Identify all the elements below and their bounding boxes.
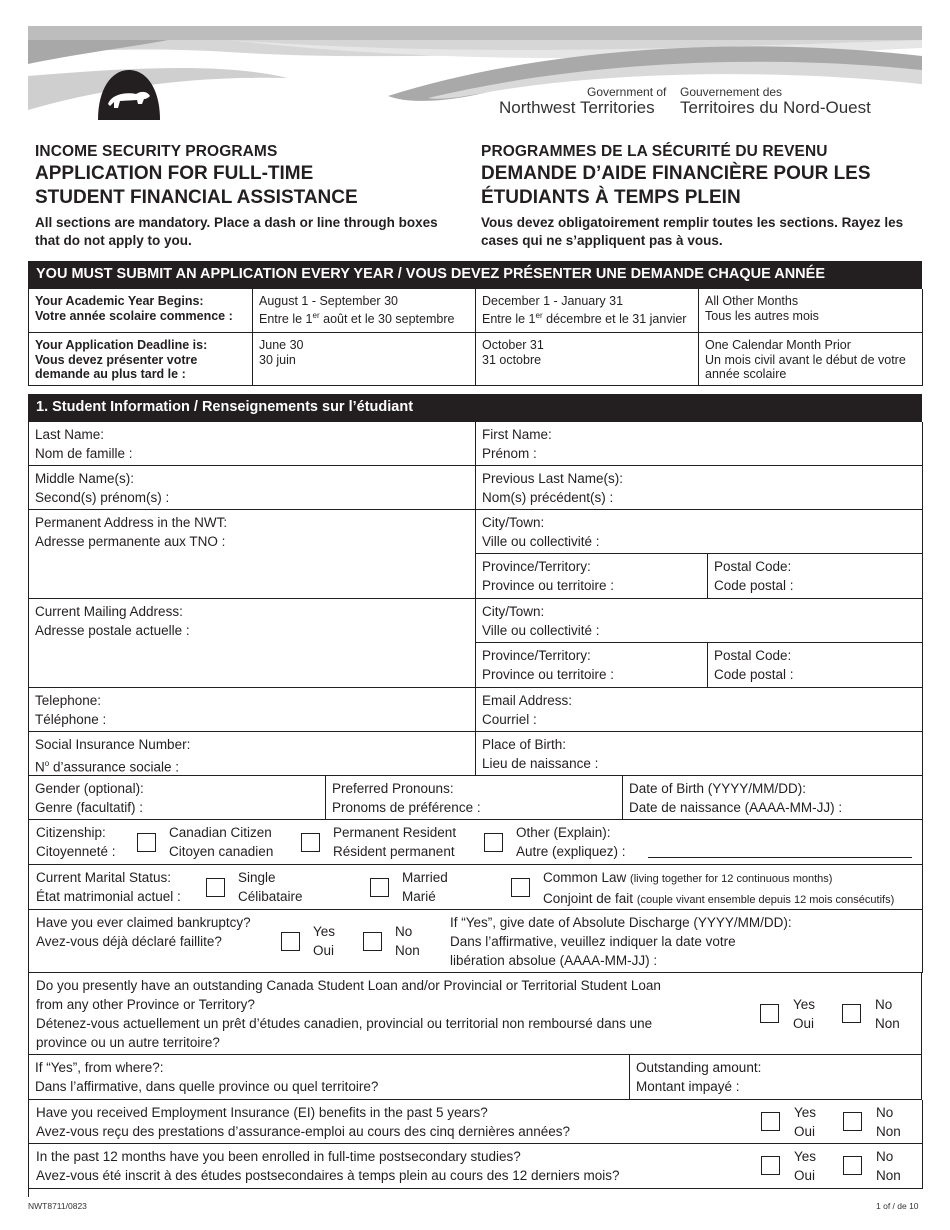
ps-yes-fr: Oui [794, 1168, 816, 1183]
mar-opt3-en-line [543, 868, 894, 889]
mar-opt1-fr: Célibataire [238, 889, 303, 904]
deadline-1-en: June 30 [259, 338, 304, 352]
loan-no-label [875, 995, 900, 1033]
perm-addr-label-fr: Adresse permanente aux TNO : [35, 534, 226, 549]
other-citizenship-explain-line[interactable] [648, 857, 912, 858]
period-3-fr: Tous les autres mois [705, 308, 819, 323]
dob-field[interactable] [623, 776, 923, 820]
mail-prov-label-fr: Province ou territoire : [482, 667, 615, 682]
gov-en-line1: Government of [587, 85, 667, 99]
ei-en: Have you received Employment Insurance (EI) benefits in the past 5 years? [36, 1105, 488, 1120]
period-1-fr-sup: er [312, 310, 320, 320]
bankruptcy-no-label [395, 922, 420, 960]
program-title-en: INCOME SECURITY PROGRAMS [35, 143, 278, 160]
mail-postal-label-en: Postal Code: [714, 648, 792, 663]
cit-opt1-fr: Citoyen canadien [169, 844, 274, 859]
email-label-en: Email Address: [482, 693, 573, 708]
ei-no-label [876, 1103, 901, 1141]
bk-no-en: No [395, 924, 413, 939]
citizenship-label-fr: Citoyenneté : [36, 844, 116, 859]
pronouns-label-fr: Pronoms de préférence : [332, 800, 481, 815]
loan-question [36, 976, 661, 1052]
period-2-fr-sup: er [535, 310, 543, 320]
bk-no-fr: Non [395, 943, 420, 958]
single-label [238, 868, 303, 906]
mar-opt3-fr-line [543, 889, 894, 910]
mail-postal-field[interactable] [708, 643, 923, 688]
perm-prov-label-fr: Province ou territoire : [482, 578, 615, 593]
discharge-date-field[interactable] [450, 913, 792, 970]
first-name-label-en: First Name: [482, 427, 552, 442]
loan-amount-field[interactable] [630, 1055, 922, 1100]
bankrupt-en: Have you ever claimed bankruptcy? [36, 915, 251, 930]
mar-opt3-en-note: (living together for 12 continuous months) [630, 873, 833, 885]
deadline-2-en: October 31 [482, 338, 544, 352]
mail-province-field[interactable] [476, 643, 708, 688]
pronouns-label-en: Preferred Pronouns: [332, 781, 454, 796]
cit-opt3-en: Other (Explain): [516, 825, 611, 840]
other-citizenship-checkbox[interactable] [484, 833, 503, 852]
citizenship-label [36, 823, 116, 861]
perm-postal-label-en: Postal Code: [714, 559, 792, 574]
form-title-fr-1: DEMANDE D’AIDE FINANCIÈRE POUR LES [481, 163, 871, 184]
mar-opt2-fr: Marié [402, 889, 436, 904]
birthplace-label-en: Place of Birth: [482, 737, 567, 752]
deadline-october [476, 333, 699, 386]
citizenship-label-en: Citizenship: [36, 825, 106, 840]
canadian-citizen-label [169, 823, 273, 861]
cit-opt2-fr: Résident permanent [333, 844, 455, 859]
previous-last-name-field[interactable] [476, 466, 923, 510]
period-2-fr-b: décembre et le 31 janvier [542, 311, 687, 326]
citizenship-row [29, 820, 923, 865]
deadline-3-en: One Calendar Month Prior [705, 338, 851, 352]
gov-fr-line1: Gouvernement des [680, 85, 783, 99]
form-title-fr-2: ÉTUDIANTS À TEMPS PLEIN [481, 187, 741, 208]
loan-yes-label [793, 995, 815, 1033]
perm-city-field[interactable] [476, 510, 923, 554]
instructions-fr: Vous devez obligatoirement remplir toutes les sections. Rayez les cases qui ne s’appliquent pas à vous. [481, 215, 904, 248]
bankrupt-fr: Avez-vous déjà déclaré faillite? [36, 934, 222, 949]
amount-fr: Montant impayé : [636, 1079, 740, 1094]
middle-name-field[interactable] [29, 466, 476, 510]
ei-yes-label [794, 1103, 816, 1141]
single-checkbox[interactable] [206, 878, 225, 897]
bk-yes-en: Yes [313, 924, 336, 939]
first-name-label-fr: Prénom : [482, 446, 537, 461]
academic-year-label-fr: Votre année scolaire commence : [35, 308, 233, 323]
loan-yes-fr: Oui [793, 1016, 815, 1031]
ei-yes-fr: Oui [794, 1124, 816, 1139]
mar-opt3-fr-note: (couple vivant ensemble depuis 12 mois consécutifs) [636, 894, 895, 906]
mail-addr-label-fr: Adresse postale actuelle : [35, 623, 190, 638]
bk-yes-fr: Oui [313, 943, 335, 958]
postsecondary-question [36, 1147, 620, 1185]
polar-bear-icon [96, 68, 162, 120]
mail-city-label-en: City/Town: [482, 604, 545, 619]
gov-en-line2: Northwest Territories [499, 98, 655, 117]
deadline-table [28, 261, 922, 386]
phone-label-en: Telephone: [35, 693, 102, 708]
permanent-address-field[interactable] [29, 510, 476, 599]
mar-opt2-en: Married [402, 870, 448, 885]
page-number: 1 of / de 10 [876, 1201, 919, 1211]
first-name-field[interactable] [476, 422, 923, 466]
perm-city-label-fr: Ville ou collectivité : [482, 534, 600, 549]
postsecondary-yes-label [794, 1147, 816, 1185]
postsecondary-no-label [876, 1147, 901, 1185]
period-1-fr [259, 309, 469, 327]
dob-label-fr: Date de naissance (AAAA-MM-JJ) : [629, 800, 843, 815]
mar-opt1-en: Single [238, 870, 276, 885]
deadline-label-en: Your Application Deadline is: [35, 338, 208, 352]
email-field[interactable] [476, 688, 923, 732]
form-title-en-1: APPLICATION FOR FULL-TIME [35, 163, 314, 184]
loan-no-checkbox[interactable] [842, 1004, 861, 1023]
bankruptcy-question [36, 913, 251, 951]
perm-city-label-en: City/Town: [482, 515, 545, 530]
deadline-june [253, 333, 476, 386]
ei-no-checkbox[interactable] [843, 1112, 862, 1131]
postsecondary-yes-checkbox[interactable] [761, 1156, 780, 1175]
loan-fr2: province ou un autre territoire? [36, 1035, 220, 1050]
phone-label-fr: Téléphone : [35, 712, 107, 727]
discharge-fr1: Dans l’affirmative, veuillez indiquer la date votre [450, 934, 736, 949]
birthplace-label-fr: Lieu de naissance : [482, 756, 599, 771]
year-begins-dec-jan [476, 289, 699, 333]
mail-postal-label-fr: Code postal : [714, 667, 794, 682]
section-student-info [28, 394, 922, 1197]
sin-fr-b: d’assurance sociale : [49, 759, 180, 775]
middle-name-label-fr: Second(s) prénom(s) : [35, 490, 170, 505]
ps-en: In the past 12 months have you been enrolled in full-time postsecondary studies? [36, 1149, 521, 1164]
email-label-fr: Courriel : [482, 712, 537, 727]
prev-last-label-fr: Nom(s) précédent(s) : [482, 490, 614, 505]
amount-en: Outstanding amount: [636, 1060, 762, 1075]
perm-province-field[interactable] [476, 554, 708, 599]
ei-no-fr: Non [876, 1124, 901, 1139]
bankruptcy-yes-checkbox[interactable] [281, 932, 300, 951]
deadline-label-fr2: demande au plus tard le : [35, 367, 186, 381]
permanent-resident-label [333, 823, 456, 861]
mar-opt3-en: Common Law [543, 870, 627, 885]
form-title-en-2: STUDENT FINANCIAL ASSISTANCE [35, 187, 358, 208]
gender-label-en: Gender (optional): [35, 781, 144, 796]
marital-label-en: Current Marital Status: [36, 870, 172, 885]
middle-name-label-en: Middle Name(s): [35, 471, 135, 486]
loan-yes-checkbox[interactable] [760, 1004, 779, 1023]
prev-last-label-en: Previous Last Name(s): [482, 471, 624, 486]
year-begins-other [699, 289, 923, 333]
bankruptcy-yes-label [313, 922, 335, 960]
instructions-en: All sections are mandatory. Place a dash or line through boxes that do not apply to you. [35, 215, 438, 248]
birthplace-field[interactable] [476, 732, 923, 776]
marital-label-fr: État matrimonial actuel : [36, 889, 181, 904]
loan-no-fr: Non [875, 1016, 900, 1031]
deadline-1-fr: 30 juin [259, 352, 296, 367]
year-begins-aug-sep [253, 289, 476, 333]
period-2-fr-a: Entre le 1 [482, 311, 536, 326]
ei-no-en: No [876, 1105, 894, 1120]
perm-prov-label-en: Province/Territory: [482, 559, 591, 574]
deadline-3-fr2: année scolaire [705, 367, 787, 381]
section-1-title: 1. Student Information / Renseignements sur l’étudiant [29, 394, 922, 422]
period-2-fr [482, 309, 692, 327]
mail-city-label-fr: Ville ou collectivité : [482, 623, 600, 638]
sin-label-fr [35, 754, 469, 777]
deadline-3-fr1: Un mois civil avant le début de votre [705, 352, 906, 367]
deadline-2-fr: 31 octobre [482, 352, 542, 367]
ps-fr: Avez-vous été inscrit à des études postsecondaires à temps plein au cours des 12 derniers mois? [36, 1168, 620, 1183]
mar-opt3-fr: Conjoint de fait [543, 891, 634, 906]
postsecondary-no-checkbox[interactable] [843, 1156, 862, 1175]
deadline-banner: YOU MUST SUBMIT AN APPLICATION EVERY YEAR / VOUS DEVEZ PRÉSENTER UNE DEMANDE CHAQUE ANNÉE [29, 261, 922, 289]
ps-yes-en: Yes [794, 1149, 817, 1164]
loan-en1: Do you presently have an outstanding Canada Student Loan and/or Provincial or Territorial Student Loan [36, 978, 661, 993]
gov-fr-line2: Territoires du Nord-Ouest [680, 98, 871, 117]
mail-addr-label-en: Current Mailing Address: [35, 604, 183, 619]
mail-city-field[interactable] [476, 599, 923, 643]
period-2-en: December 1 - January 31 [482, 294, 624, 308]
academic-year-label [29, 289, 253, 333]
common-law-checkbox[interactable] [511, 878, 530, 897]
loan-no-en: No [875, 997, 893, 1012]
deadline-label-fr1: Vous devez présenter votre [35, 352, 198, 367]
deadline-month-prior [699, 333, 923, 386]
marital-label [36, 868, 181, 906]
last-name-label-fr: Nom de famille : [35, 446, 133, 461]
dob-label-en: Date of Birth (YYYY/MM/DD): [629, 781, 807, 796]
ei-fr: Avez-vous reçu des prestations d’assurance-emploi au cours des cinq dernières années? [36, 1124, 571, 1139]
where-fr: Dans l’affirmative, dans quelle province ou quel territoire? [35, 1079, 379, 1094]
sin-fr-a: N [35, 759, 45, 775]
cit-opt3-fr: Autre (expliquez) : [516, 844, 626, 859]
ps-no-en: No [876, 1149, 894, 1164]
perm-addr-label-en: Permanent Address in the NWT: [35, 515, 228, 530]
discharge-en: If “Yes”, give date of Absolute Discharge (YYYY/MM/DD): [450, 915, 792, 930]
period-1-fr-a: Entre le 1 [259, 311, 313, 326]
discharge-fr2: libération absolue (AAAA-MM-JJ) : [450, 953, 658, 968]
mail-prov-label-en: Province/Territory: [482, 648, 591, 663]
where-en: If “Yes”, from where?: [35, 1060, 164, 1075]
sin-label-en: Social Insurance Number: [35, 737, 191, 752]
ei-yes-en: Yes [794, 1105, 817, 1120]
program-title-fr: PROGRAMMES DE LA SÉCURITÉ DU REVENU [481, 143, 828, 160]
gender-label-fr: Genre (facultatif) : [35, 800, 144, 815]
permanent-resident-checkbox[interactable] [301, 833, 320, 852]
cit-opt2-en: Permanent Resident [333, 825, 457, 840]
loan-where-field[interactable] [29, 1055, 630, 1100]
canadian-citizen-checkbox[interactable] [137, 833, 156, 852]
mailing-address-field[interactable] [29, 599, 476, 688]
ei-yes-checkbox[interactable] [761, 1112, 780, 1131]
ps-no-fr: Non [876, 1168, 901, 1183]
last-name-label-en: Last Name: [35, 427, 105, 442]
common-law-label [543, 868, 894, 910]
ei-question [36, 1103, 570, 1141]
gender-field[interactable] [29, 776, 326, 820]
period-3-en: All Other Months [705, 294, 799, 308]
sin-fr-sup: o [44, 759, 50, 768]
form-id: NWT8711/0823 [28, 1201, 87, 1211]
period-1-fr-b: août et le 30 septembre [319, 311, 455, 326]
perm-postal-field[interactable] [708, 554, 923, 599]
loan-fr1: Détenez-vous actuellement un prêt d’études canadien, provincial ou territorial non remboursé dans une [36, 1016, 653, 1031]
period-1-en: August 1 - September 30 [259, 294, 398, 308]
sin-field[interactable] [29, 732, 476, 776]
cit-opt1-en: Canadian Citizen [169, 825, 272, 840]
loan-en2: from any other Province or Territory? [36, 997, 255, 1012]
married-label [402, 868, 448, 906]
perm-postal-label-fr: Code postal : [714, 578, 794, 593]
bankruptcy-no-checkbox[interactable] [363, 932, 382, 951]
married-checkbox[interactable] [370, 878, 389, 897]
deadline-label [29, 333, 253, 386]
telephone-field[interactable] [29, 688, 476, 732]
last-name-field[interactable] [29, 422, 476, 466]
loan-yes-en: Yes [793, 997, 816, 1012]
academic-year-label-en: Your Academic Year Begins: [35, 294, 204, 308]
other-citizenship-label [516, 823, 626, 861]
pronouns-field[interactable] [326, 776, 623, 820]
